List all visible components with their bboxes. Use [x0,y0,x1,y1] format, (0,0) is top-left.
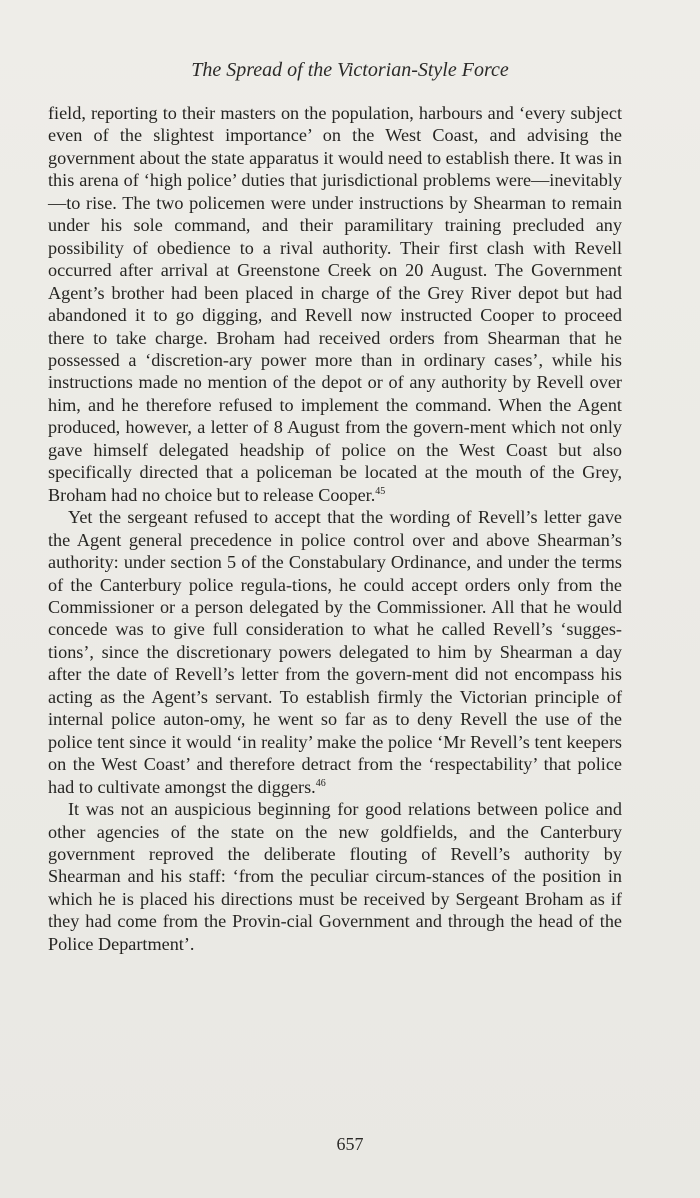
paragraph-text: field, reporting to their masters on the population, harbours and ‘every subject even of the slightest importance’ on the West Coast, and advising the government about the state apparatus it would need to establish there. It was in this arena of ‘high police’ duties that jurisdictional problems were—inevitably—to rise. The two policemen were under instructions by Shearman to remain under his sole command, and their paramilitary training precluded any possibility of obedience to a rival authority. Their first clash with Revell occurred after arrival at Greenstone Creek on 20 August. The Government Agent’s brother had been placed in charge of the Grey River depot but had abandoned it to go digging, and Revell now instructed Cooper to proceed there to take charge. Broham had received orders from Shearman that he possessed a ‘discretion-ary power more than in ordinary cases’, while his instructions made no mention of the depot or of any authority by Revell over him, and he therefore refused to implement the command. When the Agent produced, however, a letter of 8 August from the govern-ment which not only gave himself delegated headship of police on the West Coast but also specifically directed that a policeman be located at the mouth of the Grey, Broham had no choice but to release Cooper. [48,103,622,505]
body-text [48,102,622,955]
running-head: The Spread of the Victorian-Style Force [191,59,509,81]
paragraph-text: Yet the sergeant refused to accept that the wording of Revell’s letter gave the Agent general precedence in police control over and above Shearman’s authority: under section 5 of the Constabulary Ordinance, and under the terms of the Canterbury police regula-tions, he could accept orders only from the Commissioner or a person delegated by the Commissioner. All that he would concede was to give full consideration to what he called Revell’s ‘sugges-tions’, since the discretionary powers delegated to him by Shearman a day after the date of Revell’s letter from the govern-ment did not encompass his acting as the Agent’s servant. To establish firmly the Victorian principle of internal police auton-omy, he went so far as to deny Revell the use of the police tent since it would ‘in reality’ make the police ‘Mr Revell’s tent keepers on the West Coast’ and therefore detract from the ‘respectability’ that police had to cultivate amongst the diggers. [48,507,622,797]
page-number: 657 [336,1134,364,1154]
paragraph-2 [48,506,622,798]
paragraph-3 [48,798,622,955]
paragraph-1 [48,102,622,506]
footnote-marker: 46 [315,777,326,789]
footnote-marker: 45 [375,485,386,497]
paragraph-text: It was not an auspicious beginning for good relations between police and other agencies of the state on the new goldfields, and the Canterbury government reproved the deliberate flouting of Revell’s authority by Shearman and his staff: ‘from the peculiar circum-stances of the position in which he is placed his directions must be received by Sergeant Broham as if they had come from the Provin-cial Government and through the head of the Police Department’. [48,799,622,954]
